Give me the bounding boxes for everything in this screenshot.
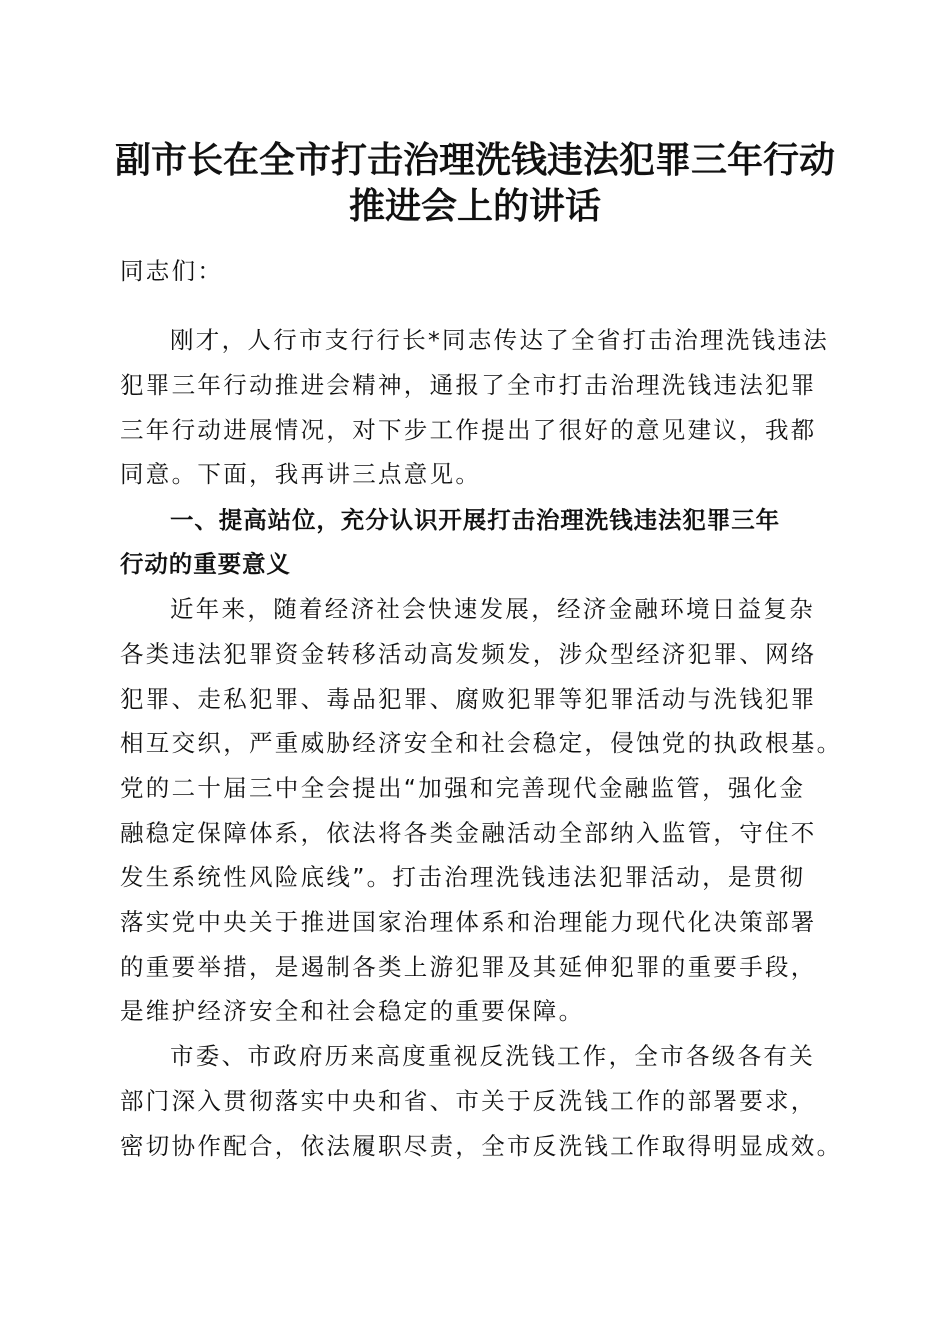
paragraph-3-line: 部门深入贯彻落实中央和省、市关于反洗钱工作的部署要求， (120, 1087, 817, 1115)
salutation: 同志们： (120, 257, 224, 285)
section-heading-1-line: 一、提高站位，充分认识开展打击治理洗钱违法犯罪三年 (170, 506, 780, 534)
document-title-line-1: 副市长在全市打击治理洗钱违法犯罪三年行动 (114, 139, 835, 181)
section-heading-1-line: 行动的重要意义 (120, 550, 291, 578)
paragraph-2-line: 党的二十届三中全会提出“加强和完善现代金融监管，强化金 (120, 774, 806, 802)
document-title-line-2: 推进会上的讲话 (348, 185, 601, 227)
paragraph-2-line: 是维护经济安全和社会稳定的重要保障。 (120, 997, 585, 1025)
paragraph-1-line: 三年行动进展情况，对下步工作提出了很好的意见建议，我都 (120, 416, 817, 444)
paragraph-2-line: 犯罪、走私犯罪、毒品犯罪、腐败犯罪等犯罪活动与洗钱犯罪 (120, 685, 817, 713)
paragraph-2-line: 落实党中央关于推进国家治理体系和治理能力现代化决策部署 (120, 908, 817, 936)
paragraph-2-line: 近年来，随着经济社会快速发展，经济金融环境日益复杂 (170, 595, 815, 623)
paragraph-1-line: 犯罪三年行动推进会精神，通报了全市打击治理洗钱违法犯罪 (120, 371, 817, 399)
paragraph-1-line: 刚才，人行市支行行长*同志传达了全省打击治理洗钱违法 (170, 326, 830, 354)
paragraph-2-line: 的重要举措，是遏制各类上游犯罪及其延伸犯罪的重要手段， (120, 953, 817, 981)
paragraph-2-line: 融稳定保障体系，依法将各类金融活动全部纳入监管，守住不 (120, 819, 817, 847)
paragraph-2-line: 相互交织，严重威胁经济安全和社会稳定，侵蚀党的执政根基。 (120, 729, 843, 757)
paragraph-2-line: 发生系统性风险底线”。打击治理洗钱违法犯罪活动，是贯彻 (120, 863, 806, 891)
paragraph-3-line: 市委、市政府历来高度重视反洗钱工作，全市各级各有关 (170, 1042, 815, 1070)
paragraph-1-line: 同意。下面，我再讲三点意见。 (120, 460, 482, 488)
paragraph-3-line: 密切协作配合，依法履职尽责，全市反洗钱工作取得明显成效。 (120, 1132, 843, 1160)
paragraph-2-line: 各类违法犯罪资金转移活动高发频发，涉众型经济犯罪、网络 (120, 640, 817, 668)
